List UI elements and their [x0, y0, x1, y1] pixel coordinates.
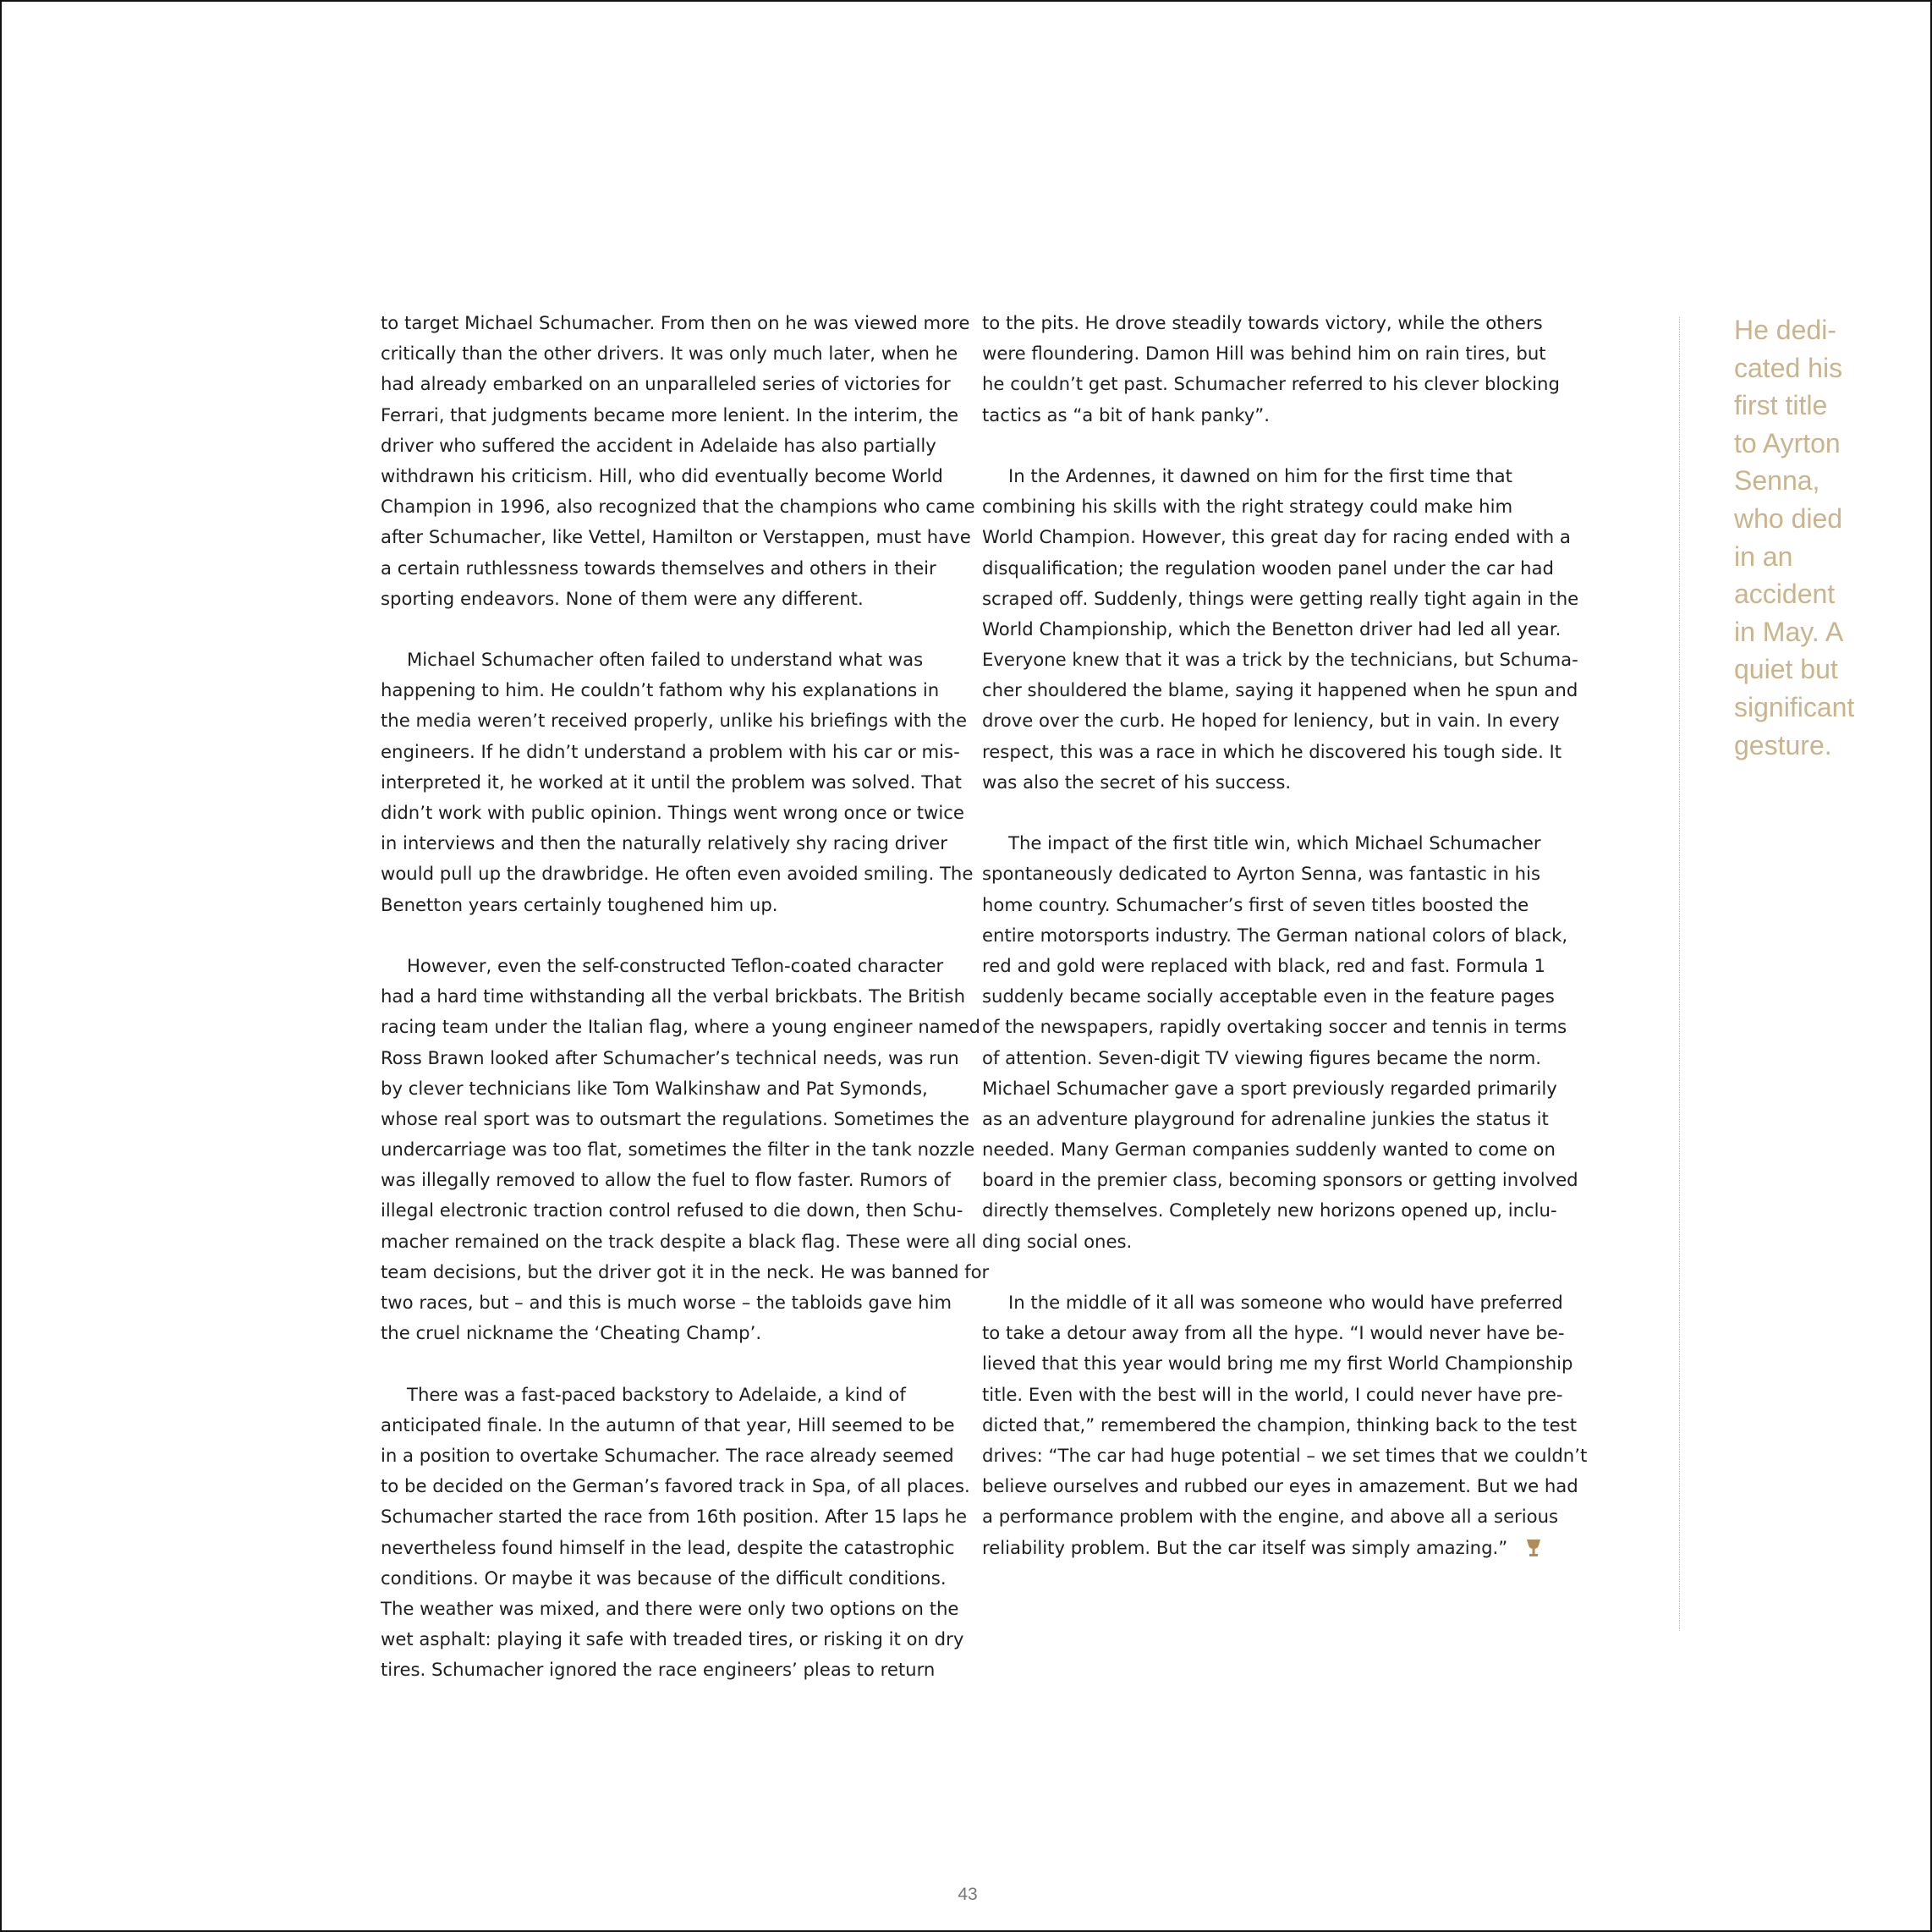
text-line-content: tactics as “a bit of hank panky”. — [982, 403, 1271, 425]
sidebar-pull-quote — [1734, 311, 1878, 764]
text-line-content: directly themselves. Completely new horizons opened up, inclu- — [982, 1199, 1557, 1221]
text-line — [381, 1134, 975, 1165]
text-line — [381, 737, 960, 767]
text-line — [381, 859, 974, 889]
text-line-content: The weather was mixed, and there were only two options on the — [381, 1597, 959, 1619]
text-line-content: Michael Schumacher gave a sport previously regarded primarily — [982, 1077, 1557, 1099]
paragraph — [381, 951, 990, 1348]
text-line — [381, 1655, 956, 1685]
text-line-content: The impact of the first title win, which Michael Schumacher — [1008, 832, 1541, 854]
text-line — [381, 1073, 956, 1104]
text-line-content: to be decided on the German’s favored track in Spa, of all places. — [381, 1475, 970, 1497]
text-line — [381, 890, 956, 920]
text-line — [982, 1318, 1565, 1348]
text-line-content: World Champion. However, this great day for racing ended with a — [982, 526, 1571, 548]
text-line — [982, 705, 1560, 736]
text-line — [982, 859, 1557, 889]
text-line-content: after Schumacher, like Vettel, Hamilton or Verstappen, must have — [381, 526, 971, 548]
text-line — [982, 1348, 1573, 1379]
text-line — [381, 705, 967, 736]
text-line-content: team decisions, but the driver got it in the neck. He was banned for — [381, 1260, 990, 1282]
text-line — [982, 1012, 1567, 1042]
pull-quote-line: gesture. — [1734, 729, 1832, 760]
text-line-content: critically than the other drivers. It was only much later, when he — [381, 343, 958, 365]
pull-quote-line: Senna, — [1734, 465, 1820, 497]
text-line — [381, 1533, 956, 1563]
text-line-content: of attention. Seven-digit TV viewing figures became the norm. — [982, 1046, 1541, 1068]
text-line-content: However, even the self-constructed Teflon-coated character — [407, 954, 944, 976]
pull-quote-line: first title — [1734, 390, 1828, 421]
pull-quote-line: cated his — [1734, 352, 1843, 383]
text-line-content: believe ourselves and rubbed our eyes in amazement. But we had — [982, 1475, 1578, 1497]
text-line — [381, 522, 971, 552]
text-line-content: spontaneously dedicated to Ayrton Senna, was fantastic in his — [982, 863, 1541, 885]
text-line — [982, 1441, 1588, 1471]
text-line — [982, 1410, 1578, 1441]
text-line-content: was illegally removed to allow the fuel to flow faster. Rumors of — [381, 1169, 951, 1191]
paragraph — [982, 308, 1560, 431]
text-line-content: to the pits. He drove steadily towards victory, while the others — [982, 312, 1543, 333]
text-line — [982, 1073, 1557, 1104]
text-line-content: ding social ones. — [982, 1230, 1133, 1252]
text-line-content: drove over the curb. He hoped for leniency, but in vain. In every — [982, 710, 1560, 732]
text-line-content: respect, this was a race in which he discovered his tough side. It — [982, 740, 1562, 762]
text-line-content: interpreted it, he worked at it until the problem was solved. That — [381, 771, 962, 793]
sidebar-divider — [1679, 317, 1680, 1631]
text-line-content: a certain ruthlessness towards themselves and others in their — [381, 557, 936, 579]
text-line — [982, 614, 1562, 645]
text-line-content: by clever technicians like Tom Walkinshaw and Pat Symonds, — [381, 1077, 928, 1099]
text-line — [982, 522, 1571, 552]
text-line — [381, 431, 956, 461]
text-line — [381, 828, 956, 859]
text-line-content: dicted that,” remembered the champion, thinking back to the test — [982, 1413, 1578, 1435]
text-line-content: illegal electronic traction control refused to die down, then Schu- — [381, 1199, 963, 1221]
text-line — [982, 1501, 1557, 1532]
text-line-content: conditions. Or maybe it was because of the difficult conditions. — [381, 1567, 947, 1589]
text-line — [381, 1165, 956, 1195]
text-line-content: happening to him. He couldn’t fathom why his explanations in — [381, 679, 940, 701]
text-line-content: lieved that this year would bring me my first World Championship — [982, 1353, 1573, 1375]
text-line-content: tires. Schumacher ignored the race engineers’ pleas to return — [381, 1659, 936, 1681]
text-line — [982, 1227, 1557, 1257]
text-line — [982, 400, 1557, 431]
text-line — [982, 338, 1557, 369]
pull-quote-line: who died — [1734, 502, 1843, 534]
text-line-content: In the Ardennes, it dawned on him for the first time that — [1008, 464, 1512, 486]
text-line — [381, 584, 956, 614]
text-line-content: Benetton years certainly toughened him up. — [381, 893, 778, 915]
text-line — [381, 338, 956, 369]
text-line — [982, 553, 1557, 584]
text-line-content: World Championship, which the Benetton driver had led all year. — [982, 617, 1562, 639]
text-line — [381, 1471, 970, 1501]
text-line — [381, 1441, 956, 1471]
paragraph — [982, 1287, 1588, 1563]
text-line — [982, 1134, 1557, 1165]
text-line — [982, 461, 1557, 491]
text-line-content: reliability problem. But the car itself was simply amazing.” — [982, 1536, 1508, 1558]
text-line-content: driver who suffered the accident in Adelaide has also partially — [381, 434, 936, 456]
text-line-content: to target Michael Schumacher. From then on he was viewed more — [381, 312, 970, 333]
paragraph — [381, 308, 975, 614]
text-line-content: drives: “The car had huge potential – we set times that we couldn’t — [982, 1444, 1588, 1466]
text-line-content: two races, but – and this is much worse – the tabloids gave him — [381, 1292, 952, 1313]
pull-quote-line: in an — [1734, 541, 1793, 572]
text-line — [982, 1104, 1557, 1134]
text-line — [381, 1501, 968, 1532]
text-line — [982, 491, 1557, 522]
trophy-icon — [1524, 1537, 1543, 1559]
text-line-content: engineers. If he didn’t understand a problem with his car or mis- — [381, 740, 960, 762]
text-line — [982, 1380, 1563, 1410]
text-line-content: cher shouldered the blame, saying it happened when he spun and — [982, 679, 1578, 701]
text-line-content: undercarriage was too flat, sometimes the filter in the tank nozzle — [381, 1139, 975, 1161]
text-line — [381, 308, 970, 338]
text-line — [381, 1043, 959, 1073]
text-line-content: Michael Schumacher often failed to understand what was — [407, 649, 924, 671]
text-line-content: he couldn’t get past. Schumacher referred to his clever blocking — [982, 373, 1560, 395]
text-line — [381, 1195, 963, 1226]
text-line — [982, 1471, 1578, 1501]
text-line — [381, 1318, 956, 1348]
text-line-content: Schumacher started the race from 16th position. After 15 laps he — [381, 1506, 968, 1528]
text-line — [381, 645, 956, 675]
text-line-content: of the newspapers, rapidly overtaking soccer and tennis in terms — [982, 1016, 1567, 1038]
text-line-content: were floundering. Damon Hill was behind him on rain tires, but — [982, 343, 1546, 365]
text-line-content: was also the secret of his success. — [982, 771, 1292, 793]
text-line — [381, 798, 964, 828]
text-line — [982, 828, 1557, 859]
paragraph — [381, 645, 974, 920]
text-line-content: scraped off. Suddenly, things were getting really tight again in the — [982, 587, 1579, 609]
text-line — [381, 1563, 956, 1594]
text-line — [381, 553, 956, 584]
text-line-content: racing team under the Italian flag, where a young engineer named — [381, 1016, 980, 1038]
text-line-content: had a hard time withstanding all the verbal brickbats. The British — [381, 985, 965, 1007]
text-line — [381, 461, 956, 491]
text-line — [381, 1012, 980, 1042]
text-line-content: withdrawn his criticism. Hill, who did eventually become World — [381, 464, 943, 486]
text-line — [381, 1227, 977, 1257]
text-line-content: wet asphalt: playing it safe with treaded tires, or risking it on dry — [381, 1628, 964, 1650]
text-line — [381, 1380, 956, 1410]
text-line-content: in interviews and then the naturally relatively shy racing driver — [381, 832, 947, 854]
text-line — [982, 1165, 1578, 1195]
text-line-content: Ross Brawn looked after Schumacher’s technical needs, was run — [381, 1046, 959, 1068]
text-line-content: the media weren’t received properly, unlike his briefings with the — [381, 710, 967, 732]
text-line — [381, 1410, 956, 1441]
text-line-content: In the middle of it all was someone who would have preferred — [1008, 1292, 1563, 1313]
text-line-content: board in the premier class, becoming sponsors or getting involved — [982, 1169, 1578, 1191]
text-line-content: nevertheless found himself in the lead, despite the catastrophic — [381, 1536, 955, 1558]
text-line-content: Everyone knew that it was a trick by the technicians, but Schuma- — [982, 649, 1578, 671]
text-line-content: to take a detour away from all the hype. “I would never have be- — [982, 1322, 1565, 1344]
paragraph — [982, 461, 1579, 798]
text-line — [982, 1195, 1557, 1226]
pull-quote-line: accident — [1734, 579, 1836, 610]
text-line — [381, 1594, 959, 1624]
text-line — [381, 767, 962, 798]
text-line-content: combining his skills with the right strategy could make him — [982, 496, 1513, 518]
pull-quote-line: significant — [1734, 691, 1855, 722]
text-line — [381, 369, 956, 399]
text-line — [381, 400, 956, 431]
text-line-content: didn’t work with public opinion. Things went wrong once or twice — [381, 802, 964, 823]
text-line — [982, 737, 1562, 767]
page-number: 43 — [958, 1885, 978, 1904]
text-line — [982, 951, 1557, 981]
text-line-content: needed. Many German companies suddenly wanted to come on — [982, 1139, 1556, 1161]
text-line — [982, 369, 1560, 399]
text-line — [381, 981, 965, 1012]
text-line — [982, 1287, 1563, 1318]
text-line-content: suddenly became socially acceptable even in the feature pages — [982, 985, 1555, 1007]
text-line — [982, 890, 1557, 920]
text-line — [381, 1287, 956, 1318]
text-line-content: would pull up the drawbridge. He often even avoided smiling. The — [381, 863, 974, 885]
text-line-content: sporting endeavors. None of them were any different. — [381, 587, 864, 609]
text-line-content: a performance problem with the engine, and above all a serious — [982, 1506, 1559, 1528]
text-line-content: title. Even with the best will in the world, I could never have pre- — [982, 1383, 1563, 1405]
paragraph — [381, 1380, 970, 1686]
text-line-content: macher remained on the track despite a black flag. These were all — [381, 1230, 977, 1252]
text-line — [381, 1624, 964, 1655]
text-line — [982, 981, 1557, 1012]
text-line — [982, 1533, 1557, 1563]
text-line — [982, 1043, 1557, 1073]
text-line-content: There was a fast-paced backstory to Adelaide, a kind of — [407, 1383, 906, 1405]
pull-quote-line: in May. A — [1734, 616, 1844, 647]
text-line-content: in a position to overtake Schumacher. The race already seemed — [381, 1444, 954, 1466]
text-line-content: disqualification; the regulation wooden panel under the car had — [982, 557, 1554, 579]
pull-quote-line: He dedi- — [1734, 315, 1836, 345]
text-line-content: had already embarked on an unparalleled series of victories for — [381, 373, 951, 395]
text-line — [982, 308, 1557, 338]
text-line — [381, 1257, 990, 1287]
text-line — [982, 645, 1578, 675]
text-line — [982, 920, 1568, 951]
text-line — [982, 767, 1557, 798]
text-line — [381, 675, 956, 705]
text-line-content: red and gold were replaced with black, red and fast. Formula 1 — [982, 954, 1545, 976]
text-line-content: the cruel nickname the ‘Cheating Champ’. — [381, 1322, 762, 1344]
text-line-content: Ferrari, that judgments became more lenient. In the interim, the — [381, 403, 958, 425]
text-line — [381, 491, 975, 522]
text-line — [381, 951, 956, 981]
text-line — [381, 1104, 969, 1134]
text-line-content: anticipated finale. In the autumn of that year, Hill seemed to be — [381, 1413, 955, 1435]
text-line-content: entire motorsports industry. The German national colors of black, — [982, 924, 1568, 946]
text-line-content: whose real sport was to outsmart the regulations. Sometimes the — [381, 1107, 969, 1129]
left-column — [381, 308, 990, 1716]
middle-column — [982, 308, 1588, 1594]
text-line — [982, 675, 1578, 705]
pull-quote-line: quiet but — [1734, 654, 1838, 685]
pull-quote-line: to Ayrton — [1734, 427, 1841, 458]
paragraph — [982, 828, 1578, 1257]
text-line-content: Champion in 1996, also recognized that the champions who came — [381, 496, 975, 518]
text-line — [982, 584, 1579, 614]
text-line-content: home country. Schumacher’s first of seven titles boosted the — [982, 893, 1529, 915]
text-line-content: as an adventure playground for adrenaline junkies the status it — [982, 1107, 1549, 1129]
